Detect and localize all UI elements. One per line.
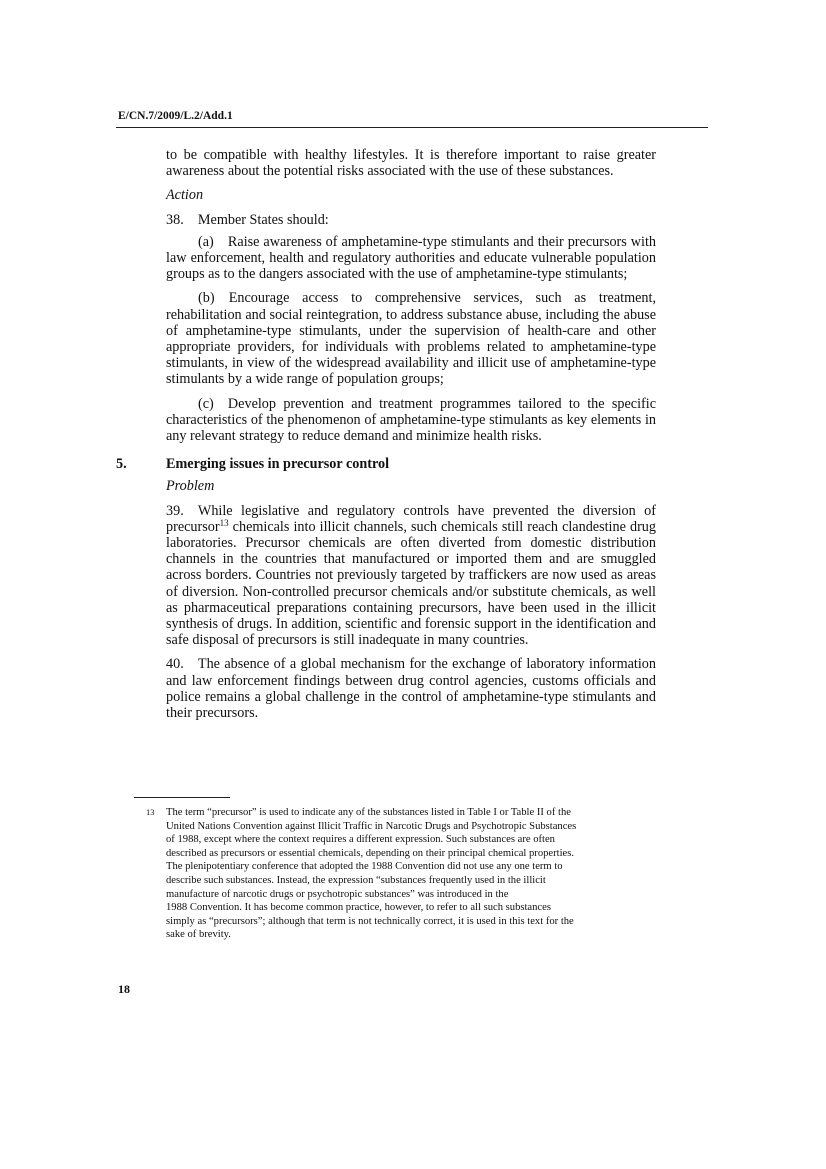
footnote-line: United Nations Convention against Illicit Traffic in Narcotic Drugs and Psychotropic Substances bbox=[166, 820, 577, 832]
footnote-marker: 13 bbox=[146, 807, 155, 817]
footnote-line: simply as “precursors”; although that term is not technically correct, it is used in this text for the bbox=[166, 915, 574, 927]
action-heading: Action bbox=[166, 187, 204, 204]
footnote-line: describe such substances. Instead, the expression “substances frequently used in the illicit bbox=[166, 874, 546, 886]
document-symbol: E/CN.7/2009/L.2/Add.1 bbox=[118, 110, 233, 122]
continuation-paragraph: to be compatible with healthy lifestyles. It is therefore important to raise greater awareness about the potential risks associated with the use of these substances. bbox=[166, 147, 656, 180]
section-5-heading bbox=[116, 456, 656, 473]
footnote-line: sake of brevity. bbox=[166, 929, 231, 941]
footnote-line: of 1988, except where the context requires a different expression. Such substances are often bbox=[166, 834, 555, 846]
paragraph-39-start: 39. While legislative and regulatory controls have prevented the diversion of precursor bbox=[166, 502, 656, 535]
footnote-reference[interactable]: 13 bbox=[219, 517, 229, 528]
header-rule bbox=[116, 127, 708, 128]
paragraph-39 bbox=[166, 503, 656, 649]
paragraph-40: 40. The absence of a global mechanism for the exchange of laboratory information and law enforcement findings between drug control agencies, customs officials and police remains a global challenge in the control of amphetamine-type stimulants and their precursors. bbox=[166, 656, 656, 722]
footnote-line: The term “precursor” is used to indicate any of the substances listed in Table I or Table II of the bbox=[166, 807, 571, 818]
section-number: 5. bbox=[116, 456, 127, 473]
page-number: 18 bbox=[118, 982, 130, 996]
footnote-line: The plenipotentiary conference that adopted the 1988 Convention did not use any one term to bbox=[166, 861, 563, 873]
paragraph-38-c: (c) Develop prevention and treatment programmes tailored to the specific characteristics of the phenomenon of amphetamine-type stimulants as key elements in any relevant strategy to reduce demand and minimize health risks. bbox=[166, 395, 656, 445]
problem-heading: Problem bbox=[166, 478, 215, 495]
footnote-13 bbox=[146, 806, 656, 942]
paragraph-38-b: (b) Encourage access to comprehensive services, such as treatment, rehabilitation and social reintegration, to address substance abuse, including the abuse of amphetamine-type stimulants, under the supervision of health-care and other appropriate providers, for individuals with problems related to amphetamine-type stimulants, in view of the widespread availability and illicit use of amphetamine-type stimulants by a wide range of population groups; bbox=[166, 290, 656, 388]
footnote-line: described as precursors or essential chemicals, depending on their principal chemical properties. bbox=[166, 847, 575, 859]
footnote-line: 1988 Convention. It has become common practice, however, to refer to all such substances bbox=[166, 902, 551, 914]
paragraph-38-lead: 38. Member States should: bbox=[166, 211, 329, 228]
footnote-separator bbox=[134, 797, 230, 798]
footnote-line: manufacture of narcotic drugs or psychotropic substances” was introduced in the bbox=[166, 888, 509, 900]
paragraph-39-rest: chemicals into illicit channels, such chemicals still reach clandestine drug laboratories. Precursor chemicals are often diverted from domestic distribution channels in the countries that manufactured or imported them and are smuggled across borders. Countries not previously targeted by traffickers are now used as areas of diversion. Non-controlled precursor chemicals and/or substitute chemicals, as well as pharmaceutical preparations containing precursors, have been used in the illicit synthesis of drugs. In addition, scientific and forensic support in the identification and safe disposal of precursors is still inadequate in many countries. bbox=[166, 518, 656, 649]
paragraph-38-a: (a) Raise awareness of amphetamine-type stimulants and their precursors with law enforcement, health and regulatory authorities and educate vulnerable population groups as to the dangers associated with the use of amphetamine-type stimulants; bbox=[166, 233, 656, 283]
main-text bbox=[116, 147, 656, 729]
section-title: Emerging issues in precursor control bbox=[166, 456, 390, 473]
